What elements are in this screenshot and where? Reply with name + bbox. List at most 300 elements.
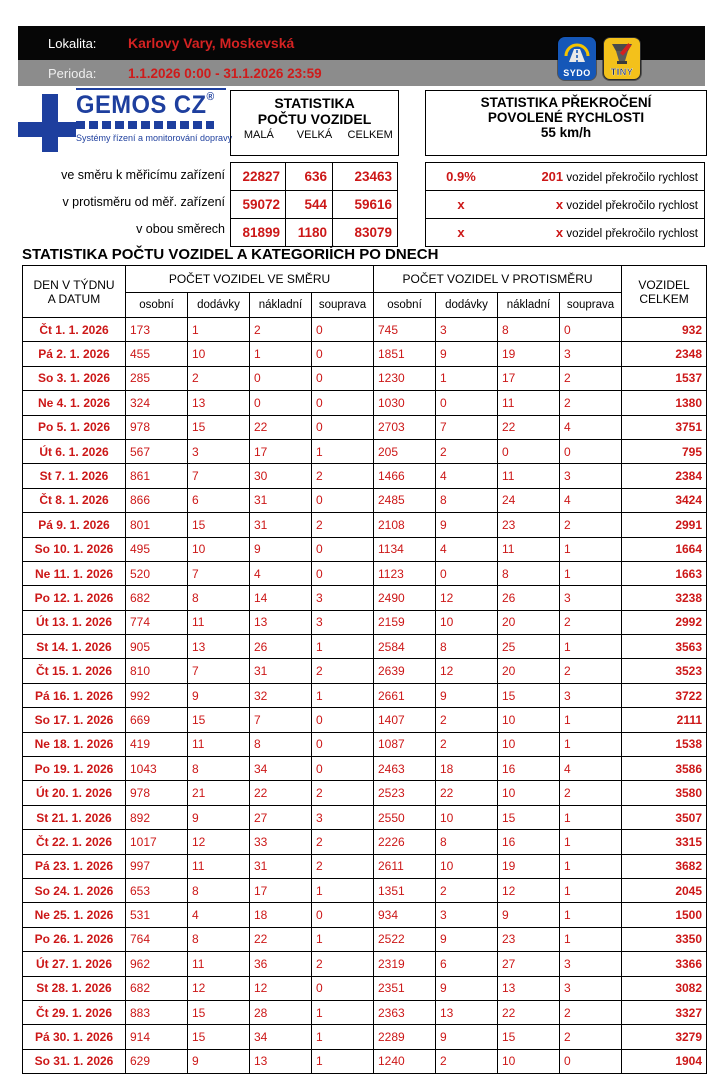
- cell-count: 6: [188, 488, 250, 512]
- cell-count: 0: [560, 439, 622, 463]
- cell-count: 978: [126, 415, 188, 439]
- cell-count: 15: [188, 708, 250, 732]
- cell-total: 3315: [622, 830, 707, 854]
- cell-count: 3: [436, 318, 498, 342]
- cell-count: 531: [126, 903, 188, 927]
- cell-count: 1043: [126, 757, 188, 781]
- cell-count: 0: [312, 732, 374, 756]
- period-label: Perioda:: [48, 65, 97, 81]
- cell-count: 25: [498, 635, 560, 659]
- table-row: [23, 1000, 707, 1024]
- cell-count: 3: [312, 586, 374, 610]
- cell-count: 23: [498, 927, 560, 951]
- cell-count: 1: [312, 878, 374, 902]
- cell-total: 1380: [622, 391, 707, 415]
- cell-count: 0: [436, 391, 498, 415]
- cell-count: 9: [436, 513, 498, 537]
- cell-count: 11: [188, 732, 250, 756]
- speeding-suffix: vozidel překročilo rychlost: [563, 172, 698, 184]
- cell-count: 1: [560, 805, 622, 829]
- cell-count: 11: [498, 537, 560, 561]
- cell-count: 1: [312, 1049, 374, 1073]
- cell-count: 1: [312, 1000, 374, 1024]
- cell-count: 173: [126, 318, 188, 342]
- daily-table-title: STATISTIKA POČTU VOZIDEL A KATEGORIÍCH PO DNECH: [22, 246, 439, 263]
- cell-count: 9: [188, 805, 250, 829]
- cell-count: 4: [188, 903, 250, 927]
- cell-count: 9: [498, 903, 560, 927]
- cell-count: 4: [436, 537, 498, 561]
- cell-count: 2463: [374, 757, 436, 781]
- cell-count: 22: [250, 927, 312, 951]
- cell-count: 1: [560, 878, 622, 902]
- cell-count: 682: [126, 586, 188, 610]
- cell-total: 3563: [622, 635, 707, 659]
- table-row: [23, 1049, 707, 1073]
- cell-count: 2: [560, 1025, 622, 1049]
- col-header-total: VOZIDEL CELKEM: [622, 266, 707, 318]
- cell-date: Pá 2. 1. 2026: [23, 342, 126, 366]
- cell-count: 892: [126, 805, 188, 829]
- cell-count: 28: [250, 1000, 312, 1024]
- cell-date: Út 20. 1. 2026: [23, 781, 126, 805]
- location-label: Lokalita:: [48, 35, 97, 51]
- cell-count: 15: [188, 415, 250, 439]
- cell-total: 2991: [622, 513, 707, 537]
- cell-count: 15: [188, 1000, 250, 1024]
- table-row: [23, 952, 707, 976]
- cell-count: 10: [498, 781, 560, 805]
- cell-total: 3507: [622, 805, 707, 829]
- table-row: [23, 1025, 707, 1049]
- cell-count: 11: [188, 952, 250, 976]
- cell-count: 6: [436, 952, 498, 976]
- cell-total: 1538: [622, 732, 707, 756]
- cell-count: 7: [436, 415, 498, 439]
- sum-velka-2: 544: [286, 191, 333, 219]
- cell-count: 2: [560, 1000, 622, 1024]
- cell-count: 0: [560, 1049, 622, 1073]
- cell-count: 1: [436, 366, 498, 390]
- cell-date: Čt 29. 1. 2026: [23, 1000, 126, 1024]
- table-row: [23, 513, 707, 537]
- table-row: [23, 781, 707, 805]
- sydo-road-icon: [558, 37, 596, 68]
- cell-count: 1134: [374, 537, 436, 561]
- cell-count: 15: [498, 683, 560, 707]
- cell-count: 8: [436, 635, 498, 659]
- cell-count: 13: [250, 610, 312, 634]
- table-row: [23, 488, 707, 512]
- cell-count: 801: [126, 513, 188, 537]
- cell-date: Ne 4. 1. 2026: [23, 391, 126, 415]
- cell-count: 3: [560, 683, 622, 707]
- cell-count: 2490: [374, 586, 436, 610]
- subcol-nakladni: nákladní: [250, 293, 312, 318]
- cell-date: Pá 23. 1. 2026: [23, 854, 126, 878]
- table-row: [23, 976, 707, 1000]
- cell-count: 15: [498, 1025, 560, 1049]
- cell-count: 905: [126, 635, 188, 659]
- cell-total: 1537: [622, 366, 707, 390]
- cell-count: 9: [436, 342, 498, 366]
- cell-count: 2584: [374, 635, 436, 659]
- summary-label-both: v obou směrech: [136, 222, 225, 236]
- cell-count: 2: [560, 366, 622, 390]
- subcol-osobni: osobní: [374, 293, 436, 318]
- cell-count: 33: [250, 830, 312, 854]
- table-row: [23, 683, 707, 707]
- cell-count: 17: [498, 366, 560, 390]
- cell-count: 26: [498, 586, 560, 610]
- cell-count: 8: [498, 318, 560, 342]
- cell-count: 10: [436, 854, 498, 878]
- cell-count: 34: [250, 1025, 312, 1049]
- sydo-label: SYDO: [563, 68, 591, 78]
- cell-count: 0: [560, 318, 622, 342]
- cell-count: 1: [560, 854, 622, 878]
- cell-count: 1466: [374, 464, 436, 488]
- cell-count: 9: [250, 537, 312, 561]
- table-row: [23, 659, 707, 683]
- cell-count: 914: [126, 1025, 188, 1049]
- cell-count: 992: [126, 683, 188, 707]
- cell-count: 0: [312, 318, 374, 342]
- cell-count: 8: [188, 927, 250, 951]
- sydo-icon: [558, 37, 596, 80]
- cell-count: 19: [498, 854, 560, 878]
- cell-date: Ne 25. 1. 2026: [23, 903, 126, 927]
- vehicle-count-box: [230, 90, 399, 156]
- cell-count: 10: [436, 805, 498, 829]
- subcol-souprava: souprava: [560, 293, 622, 318]
- subcol-osobni: osobní: [126, 293, 188, 318]
- cell-count: 1: [312, 927, 374, 951]
- cell-count: 12: [498, 878, 560, 902]
- cell-count: 1: [250, 342, 312, 366]
- cell-date: Ne 11. 1. 2026: [23, 561, 126, 585]
- table-row: [23, 732, 707, 756]
- cell-total: 3238: [622, 586, 707, 610]
- cell-count: 0: [312, 342, 374, 366]
- cell-count: 22: [498, 1000, 560, 1024]
- cell-count: 764: [126, 927, 188, 951]
- cell-count: 2639: [374, 659, 436, 683]
- cell-count: 0: [312, 708, 374, 732]
- cell-date: Pá 16. 1. 2026: [23, 683, 126, 707]
- cell-count: 21: [188, 781, 250, 805]
- subcol-nakladni: nákladní: [498, 293, 560, 318]
- cell-total: 795: [622, 439, 707, 463]
- sum-mala-3: 81899: [231, 219, 286, 247]
- cell-total: 1500: [622, 903, 707, 927]
- cell-total: 932: [622, 318, 707, 342]
- cell-count: 2289: [374, 1025, 436, 1049]
- cell-count: 9: [436, 976, 498, 1000]
- cell-count: 7: [188, 561, 250, 585]
- logo-name: GEMOS CZ®: [76, 91, 215, 119]
- summary-labels: [18, 162, 225, 243]
- table-row: [23, 635, 707, 659]
- cell-count: 1: [560, 708, 622, 732]
- table-row: [23, 391, 707, 415]
- cell-total: 2111: [622, 708, 707, 732]
- subcol-souprava: souprava: [312, 293, 374, 318]
- cell-count: 3: [560, 586, 622, 610]
- cell-total: 2045: [622, 878, 707, 902]
- cell-count: 32: [250, 683, 312, 707]
- cell-count: 0: [312, 488, 374, 512]
- cell-count: 1: [560, 561, 622, 585]
- sum-celkem-1: 23463: [333, 163, 398, 191]
- sum-velka-1: 636: [286, 163, 333, 191]
- cell-total: 2384: [622, 464, 707, 488]
- subcol-dodavky: dodávky: [188, 293, 250, 318]
- cell-count: 1240: [374, 1049, 436, 1073]
- cell-total: 3327: [622, 1000, 707, 1024]
- table-row: [23, 805, 707, 829]
- cell-count: 8: [188, 757, 250, 781]
- cell-total: 3682: [622, 854, 707, 878]
- cell-count: 0: [312, 903, 374, 927]
- cell-count: 2: [312, 854, 374, 878]
- cell-count: 15: [498, 805, 560, 829]
- cell-count: 2: [560, 610, 622, 634]
- logo-text-block: [76, 88, 233, 143]
- cell-count: 2: [188, 366, 250, 390]
- header-row-groups: [23, 266, 707, 293]
- cell-total: 2348: [622, 342, 707, 366]
- cell-count: 2: [312, 952, 374, 976]
- cell-date: So 24. 1. 2026: [23, 878, 126, 902]
- table-row: [23, 757, 707, 781]
- cell-count: 2523: [374, 781, 436, 805]
- cell-date: Čt 8. 1. 2026: [23, 488, 126, 512]
- cell-count: 810: [126, 659, 188, 683]
- cell-count: 1017: [126, 830, 188, 854]
- cell-total: 3350: [622, 927, 707, 951]
- cell-count: 1: [560, 537, 622, 561]
- cell-count: 17: [250, 878, 312, 902]
- cell-date: Čt 1. 1. 2026: [23, 318, 126, 342]
- speeding-suffix: vozidel překročilo rychlost: [563, 200, 698, 212]
- speeding-row: [425, 219, 705, 247]
- cell-count: 934: [374, 903, 436, 927]
- sum-celkem-2: 59616: [333, 191, 398, 219]
- cell-count: 20: [498, 659, 560, 683]
- cell-count: 27: [498, 952, 560, 976]
- cell-count: 962: [126, 952, 188, 976]
- cell-count: 9: [188, 1049, 250, 1073]
- cell-count: 3: [188, 439, 250, 463]
- cell-count: 27: [250, 805, 312, 829]
- cell-date: Po 26. 1. 2026: [23, 927, 126, 951]
- cell-count: 12: [188, 976, 250, 1000]
- cell-count: 1: [560, 732, 622, 756]
- speed-limit-box: [425, 90, 707, 156]
- table-row: [23, 366, 707, 390]
- cell-count: 3: [560, 952, 622, 976]
- cell-total: 3751: [622, 415, 707, 439]
- col-mala: MALÁ: [243, 129, 274, 141]
- cell-total: 3523: [622, 659, 707, 683]
- table-row: [23, 708, 707, 732]
- cell-count: 2: [436, 1049, 498, 1073]
- cell-count: 8: [498, 561, 560, 585]
- cell-date: Po 19. 1. 2026: [23, 757, 126, 781]
- cell-count: 0: [250, 391, 312, 415]
- cell-count: 14: [250, 586, 312, 610]
- cell-count: 1: [312, 683, 374, 707]
- cell-count: 1351: [374, 878, 436, 902]
- cell-count: 0: [312, 415, 374, 439]
- cell-count: 4: [560, 488, 622, 512]
- app-icons: [558, 37, 641, 80]
- speeding-suffix: vozidel překročilo rychlost: [563, 228, 698, 240]
- cell-total: 1904: [622, 1049, 707, 1073]
- cell-count: 13: [498, 976, 560, 1000]
- cell-count: 0: [312, 976, 374, 1000]
- cell-count: 8: [436, 488, 498, 512]
- count-box-title1: STATISTIKA: [274, 95, 355, 111]
- speeding-count: x: [555, 197, 564, 212]
- cell-count: 9: [188, 683, 250, 707]
- cell-count: 2: [560, 659, 622, 683]
- cell-count: 13: [188, 635, 250, 659]
- speeding-row: [425, 162, 705, 191]
- cell-date: Čt 15. 1. 2026: [23, 659, 126, 683]
- cell-count: 0: [312, 391, 374, 415]
- cell-date: Út 13. 1. 2026: [23, 610, 126, 634]
- logo-dashes: [76, 121, 214, 129]
- summary-counts-table: [230, 162, 398, 247]
- cell-count: 22: [436, 781, 498, 805]
- cell-count: 0: [312, 561, 374, 585]
- sum-mala-1: 22827: [231, 163, 286, 191]
- cell-count: 31: [250, 659, 312, 683]
- speed-box-title3: 55 km/h: [540, 125, 592, 140]
- cell-count: 883: [126, 1000, 188, 1024]
- cell-count: 0: [498, 439, 560, 463]
- cell-count: 1123: [374, 561, 436, 585]
- cell-count: 13: [250, 1049, 312, 1073]
- cell-count: 9: [436, 927, 498, 951]
- logo-tagline: Systémy řízení a monitorování dopravy: [76, 133, 233, 143]
- cell-count: 1407: [374, 708, 436, 732]
- location-value: Karlovy Vary, Moskevská: [128, 35, 295, 51]
- table-row: [23, 854, 707, 878]
- cell-count: 3: [560, 976, 622, 1000]
- col-group-direction: POČET VOZIDEL VE SMĚRU: [126, 266, 374, 293]
- cell-count: 4: [436, 464, 498, 488]
- cell-count: 2: [312, 513, 374, 537]
- cell-count: 2: [560, 513, 622, 537]
- col-velka: VELKÁ: [296, 129, 333, 141]
- cell-date: Ne 18. 1. 2026: [23, 732, 126, 756]
- count-box-title2: POČTU VOZIDEL: [257, 111, 372, 127]
- cell-count: 9: [436, 683, 498, 707]
- cell-count: 629: [126, 1049, 188, 1073]
- cell-count: 31: [250, 513, 312, 537]
- cell-count: 10: [436, 610, 498, 634]
- cell-count: 324: [126, 391, 188, 415]
- tiny-device-icon: [604, 38, 640, 67]
- cell-count: 2: [560, 391, 622, 415]
- cell-date: Pá 9. 1. 2026: [23, 513, 126, 537]
- cell-count: 2485: [374, 488, 436, 512]
- cell-count: 1087: [374, 732, 436, 756]
- cell-count: 12: [436, 586, 498, 610]
- cell-count: 3: [436, 903, 498, 927]
- cell-count: 3: [560, 464, 622, 488]
- cell-count: 22: [250, 781, 312, 805]
- cell-count: 0: [436, 561, 498, 585]
- cell-count: 11: [188, 854, 250, 878]
- tiny-label: TINY: [610, 67, 634, 77]
- cell-count: 36: [250, 952, 312, 976]
- cell-count: 31: [250, 488, 312, 512]
- gemos-logo: [18, 88, 233, 160]
- cell-count: 4: [250, 561, 312, 585]
- speed-box-title1: STATISTIKA PŘEKROČENÍ: [480, 95, 652, 110]
- cell-count: 22: [498, 415, 560, 439]
- table-row: [23, 464, 707, 488]
- cell-total: 1664: [622, 537, 707, 561]
- sum-celkem-3: 83079: [333, 219, 398, 247]
- cell-count: 2: [436, 708, 498, 732]
- cell-count: 0: [250, 366, 312, 390]
- cell-count: 1: [188, 318, 250, 342]
- table-row: [231, 219, 398, 247]
- cell-count: 34: [250, 757, 312, 781]
- cell-count: 745: [374, 318, 436, 342]
- cell-count: 567: [126, 439, 188, 463]
- cell-count: 2: [312, 830, 374, 854]
- cell-count: 682: [126, 976, 188, 1000]
- cell-date: So 31. 1. 2026: [23, 1049, 126, 1073]
- cell-count: 978: [126, 781, 188, 805]
- cell-count: 7: [250, 708, 312, 732]
- cell-date: Po 5. 1. 2026: [23, 415, 126, 439]
- cell-total: 3366: [622, 952, 707, 976]
- cell-count: 495: [126, 537, 188, 561]
- cell-count: 2: [312, 659, 374, 683]
- cell-count: 10: [498, 1049, 560, 1073]
- cell-count: 10: [498, 708, 560, 732]
- cell-count: 11: [188, 610, 250, 634]
- cell-count: 12: [436, 659, 498, 683]
- cell-total: 3722: [622, 683, 707, 707]
- cell-count: 2: [312, 781, 374, 805]
- sum-velka-3: 1180: [286, 219, 333, 247]
- cell-count: 2: [312, 464, 374, 488]
- cell-count: 0: [312, 366, 374, 390]
- cell-count: 8: [188, 878, 250, 902]
- cell-count: 1: [560, 927, 622, 951]
- cell-count: 2661: [374, 683, 436, 707]
- col-celkem: CELKEM: [347, 129, 393, 141]
- cell-count: 653: [126, 878, 188, 902]
- cell-date: So 3. 1. 2026: [23, 366, 126, 390]
- cell-count: 2: [560, 781, 622, 805]
- table-row: [23, 318, 707, 342]
- cell-count: 669: [126, 708, 188, 732]
- cell-count: 26: [250, 635, 312, 659]
- tiny-icon: [603, 37, 641, 80]
- table-row: [23, 903, 707, 927]
- speeding-percent: 0.9%: [446, 169, 476, 184]
- cell-count: 520: [126, 561, 188, 585]
